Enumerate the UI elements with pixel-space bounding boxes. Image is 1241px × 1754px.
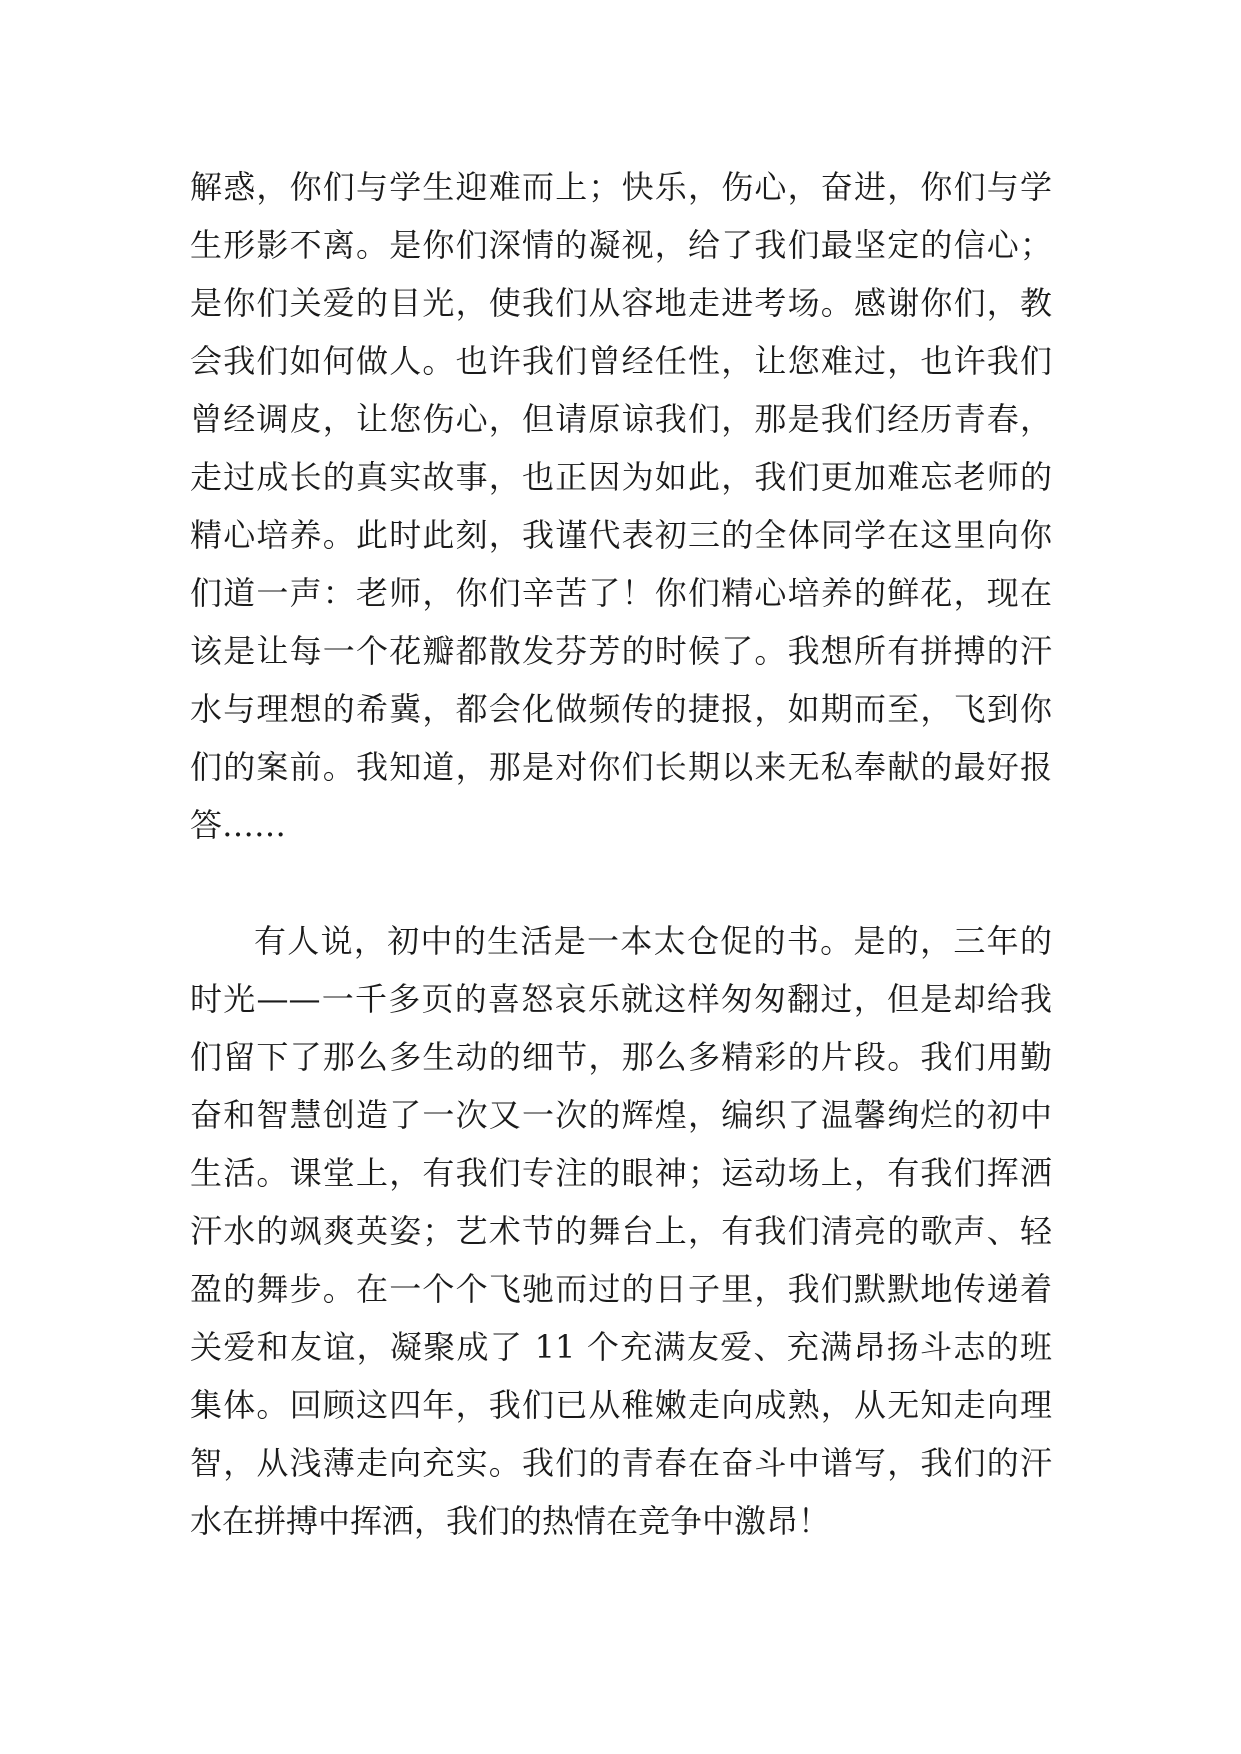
text-line: 智，从浅薄走向充实。我们的青春在奋斗中谱写，我们的汗 [190,1444,1052,1482]
text-line: 曾经调皮，让您伤心，但请原谅我们，那是我们经历青春， [190,400,1052,438]
text-line: 有人说，初中的生活是一本太仓促的书。是的，三年的 [254,922,1052,960]
text-line: 生形影不离。是你们深情的凝视，给了我们最坚定的信心； [190,226,1052,264]
text-line: 们的案前。我知道，那是对你们长期以来无私奉献的最好报 [190,748,1052,786]
text-line: 盈的舞步。在一个个飞驰而过的日子里，我们默默地传递着 [190,1270,1052,1308]
text-line: 时光——一千多页的喜怒哀乐就这样匆匆翻过，但是却给我 [190,980,1052,1018]
text-line: 生活。课堂上，有我们专注的眼神；运动场上，有我们挥洒 [190,1154,1052,1192]
text-line: 走过成长的真实故事，也正因为如此，我们更加难忘老师的 [190,458,1052,496]
paragraph-2 [190,912,1052,1550]
text-line: 会我们如何做人。也许我们曾经任性，让您难过，也许我们 [190,342,1052,380]
text-line: 水与理想的希冀，都会化做频传的捷报，如期而至，飞到你 [190,690,1052,728]
text-line: 奋和智慧创造了一次又一次的辉煌，编织了温馨绚烂的初中 [190,1096,1052,1134]
text-line: 水在拼搏中挥洒，我们的热情在竞争中激昂！ [190,1502,831,1540]
text-line: 集体。回顾这四年，我们已从稚嫩走向成熟，从无知走向理 [190,1386,1052,1424]
text-line: 是你们关爱的目光，使我们从容地走进考场。感谢你们，教 [190,284,1052,322]
text-line: 答…… [190,806,287,844]
paragraph-1 [190,158,1052,854]
text-line: 解惑，你们与学生迎难而上；快乐，伤心，奋进，你们与学 [190,168,1052,206]
text-line: 该是让每一个花瓣都散发芬芳的时候了。我想所有拼搏的汗 [190,632,1052,670]
text-line: 精心培养。此时此刻，我谨代表初三的全体同学在这里向你 [190,516,1052,554]
text-line: 们留下了那么多生动的细节，那么多精彩的片段。我们用勤 [190,1038,1052,1076]
text-line: 汗水的飒爽英姿；艺术节的舞台上，有我们清亮的歌声、轻 [190,1212,1052,1250]
text-line: 们道一声：老师，你们辛苦了！你们精心培养的鲜花，现在 [190,574,1052,612]
text-line: 关爱和友谊，凝聚成了 11 个充满友爱、充满昂扬斗志的班 [190,1328,1052,1366]
